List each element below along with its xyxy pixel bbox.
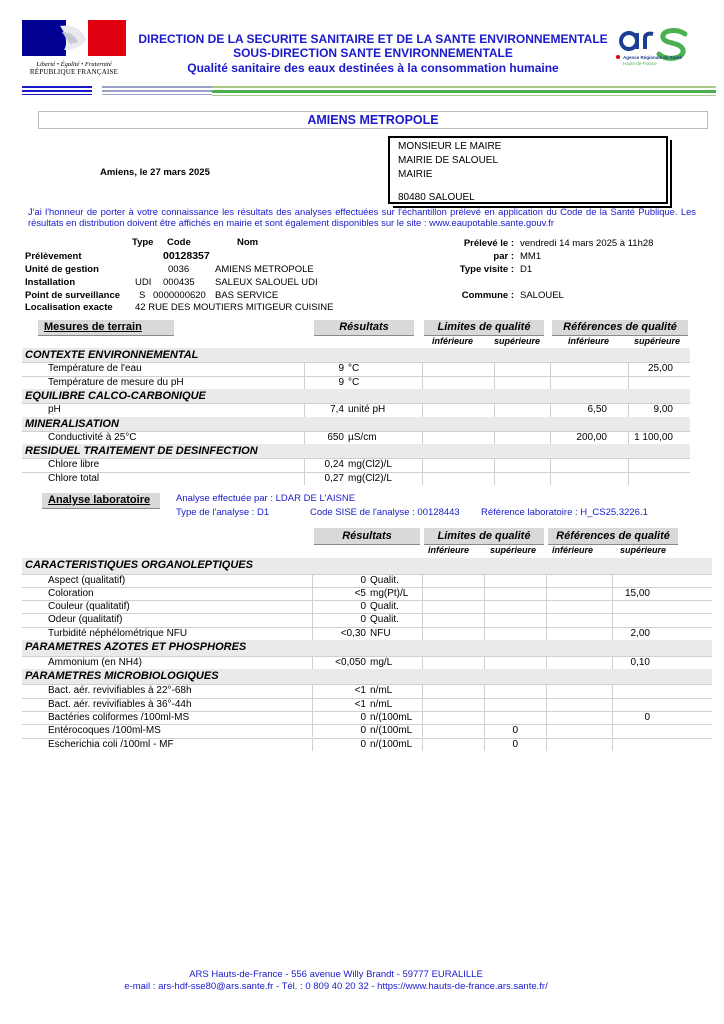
col-divider <box>494 376 495 390</box>
col-divider <box>422 627 423 640</box>
prelevement-label: Prélèvement <box>25 251 82 262</box>
loc-label: Localisation exacte <box>25 302 113 313</box>
col-divider <box>422 698 423 711</box>
param-result: <0,30 NFU <box>340 627 391 639</box>
address-line-3: MAIRIE <box>398 169 433 180</box>
col-type: Type <box>132 237 154 248</box>
point-code: 0000000620 <box>153 290 206 301</box>
labo-ref-sup-label: supérieure <box>620 545 667 555</box>
param-name: Aspect (qualitatif) <box>48 574 126 586</box>
param-name: Bactéries coliformes /100ml-MS <box>48 711 190 723</box>
param-result: 9 °C <box>338 376 360 388</box>
param-result: <1 n/mL <box>354 698 393 710</box>
section-title: PARAMETRES MICROBIOLOGIQUES <box>25 669 219 682</box>
banner-title: AMIENS METROPOLE <box>307 113 439 127</box>
labo-ref: Référence laboratoire : H_CS25.3226.1 <box>481 507 648 518</box>
col-divider <box>484 574 485 587</box>
terrain-ref-inf-label: inférieure <box>568 336 610 346</box>
col-divider <box>546 698 547 711</box>
col-divider <box>484 698 485 711</box>
installation-type: UDI <box>135 277 152 288</box>
col-divider <box>612 724 613 737</box>
col-divider <box>422 574 423 587</box>
col-divider <box>546 574 547 587</box>
param-name: Chlore libre <box>48 459 100 470</box>
param-name: Température de mesure du pH <box>48 376 184 388</box>
labo-lim-sup-label: supérieure <box>490 545 537 555</box>
col-nom: Nom <box>237 237 259 248</box>
marianne-logo <box>22 20 126 74</box>
param-lim-sup: 0 <box>512 725 518 737</box>
col-divider <box>484 711 485 724</box>
param-ref-sup: 0 <box>644 711 650 723</box>
terrain-title: Mesures de terrain <box>38 320 174 336</box>
header-stripes <box>22 86 716 98</box>
param-ref-sup: 25,00 <box>647 363 673 374</box>
labo-sise: Code SISE de l'analyse : 00128443 <box>310 507 460 518</box>
param-name: Coloration <box>48 587 94 599</box>
address-box <box>388 136 668 204</box>
banner-box <box>38 111 708 129</box>
address-line-2: MAIRIE DE SALOUEL <box>398 155 499 166</box>
param-ref-inf: 6,50 <box>587 404 607 415</box>
marianne-motto: Liberté • Égalité • Fraternité <box>36 61 112 68</box>
section-title: MINERALISATION <box>25 417 119 430</box>
unite-nom: AMIENS METROPOLE <box>215 264 314 275</box>
param-result: 0 Qualit. <box>360 614 399 626</box>
ars-sub1: Agence Régionale de Santé <box>623 55 683 60</box>
col-divider <box>546 711 547 724</box>
par-label: par : <box>493 251 514 262</box>
param-result: 0 Qualit. <box>360 601 399 613</box>
col-divider <box>422 738 423 751</box>
address-line-1: MONSIEUR LE MAIRE <box>398 141 502 152</box>
param-result: 650 µS/cm <box>327 431 377 443</box>
param-name: Couleur (qualitatif) <box>48 601 130 613</box>
param-result: 7,4 unité pH <box>330 404 386 415</box>
terrain-lim-sup-label: supérieure <box>494 336 541 346</box>
param-result: 0,27 mg(Cl2)/L <box>324 472 392 484</box>
col-divider <box>612 698 613 711</box>
col-divider <box>422 403 423 417</box>
param-name: Odeur (qualitatif) <box>48 614 123 626</box>
labo-type: Type de l'analyse : D1 <box>176 507 270 518</box>
labo-refs-header: Références de qualité <box>548 528 678 545</box>
col-divider <box>422 472 423 486</box>
col-divider <box>494 362 495 376</box>
col-divider <box>494 403 495 417</box>
terrain-ref-sup-label: supérieure <box>634 336 681 346</box>
footer-line-1: ARS Hauts-de-France - 556 avenue Willy Brandt - 59777 EURALILLE <box>189 969 483 980</box>
labo-limits-header: Limites de qualité <box>424 528 544 545</box>
col-divider <box>422 362 423 376</box>
commune-val: SALOUEL <box>520 290 564 301</box>
terrain-results-header: Résultats <box>314 320 414 336</box>
param-name: Ammonium (en NH4) <box>48 656 142 668</box>
col-divider <box>612 600 613 613</box>
terrain-limits-header: Limites de qualité <box>424 320 544 336</box>
param-result: <1 n/mL <box>354 685 393 697</box>
section-title: CONTEXTE ENVIRONNEMENTAL <box>25 349 199 361</box>
param-result: 0 Qualit. <box>360 574 399 586</box>
param-result: <0,050 mg/L <box>335 656 393 668</box>
terrain-refs-header: Références de qualité <box>552 320 688 336</box>
param-name: Bact. aér. revivifiables à 36°-44h <box>48 698 192 710</box>
col-code: Code <box>167 237 191 248</box>
param-name: Entérocoques /100ml-MS <box>48 725 161 737</box>
installation-label: Installation <box>25 277 76 288</box>
col-divider <box>546 627 547 640</box>
labo-ref-inf-label: inférieure <box>552 545 594 555</box>
col-divider <box>484 656 485 669</box>
installation-nom: SALEUX SALOUEL UDI <box>215 277 318 288</box>
col-divider <box>550 362 551 376</box>
col-divider <box>612 684 613 697</box>
col-divider <box>628 458 629 472</box>
param-ref-sup: 9,00 <box>653 404 673 415</box>
preleve-label: Prélevé le : <box>463 238 514 249</box>
param-result: 0 n/(100mL <box>360 725 413 737</box>
loc-val: 42 RUE DES MOUTIERS MITIGEUR CUISINE <box>135 302 334 313</box>
col-divider <box>422 458 423 472</box>
col-divider <box>422 684 423 697</box>
col-divider <box>484 600 485 613</box>
footer-line-2: e-mail : ars-hdf-sse80@ars.sante.fr - Tél. : 0 809 40 20 32 - https://www.hauts-de-france.ars.sante.fr/ <box>124 981 548 992</box>
col-divider <box>550 472 551 486</box>
ars-sub2: Hauts-de-France <box>623 61 657 66</box>
point-nom: BAS SERVICE <box>215 290 279 301</box>
installation-code: 000435 <box>163 277 195 288</box>
col-divider <box>422 656 423 669</box>
ars-logo <box>615 24 695 72</box>
param-result: 9 °C <box>338 363 360 374</box>
col-divider <box>422 613 423 626</box>
col-divider <box>494 458 495 472</box>
param-result: 0 n/(100mL <box>360 738 413 750</box>
col-divider <box>422 711 423 724</box>
param-result: 0 n/(100mL <box>360 711 413 723</box>
col-divider <box>546 587 547 600</box>
col-divider <box>422 587 423 600</box>
param-name: Bact. aér. revivifiables à 22°-68h <box>48 685 192 697</box>
col-divider <box>484 613 485 626</box>
labo-title: Analyse laboratoire <box>42 493 160 509</box>
col-divider <box>546 724 547 737</box>
labo-results-header: Résultats <box>314 528 420 545</box>
marianne-flag-icon <box>22 20 126 56</box>
point-type: S <box>139 290 146 301</box>
col-divider <box>484 684 485 697</box>
param-ref-sup: 1 100,00 <box>634 431 673 443</box>
param-name: Conductivité à 25°C <box>48 431 137 443</box>
param-lim-sup: 0 <box>512 738 518 750</box>
param-name: pH <box>48 404 61 415</box>
param-ref-sup: 2,00 <box>630 627 650 639</box>
typevisite-val: D1 <box>520 264 533 275</box>
col-divider <box>628 376 629 390</box>
date-line: Amiens, le 27 mars 2025 <box>100 167 210 178</box>
terrain-table <box>0 318 724 486</box>
col-divider <box>422 376 423 390</box>
typevisite-label: Type visite : <box>459 264 514 275</box>
marianne-republic: RÉPUBLIQUE FRANÇAISE <box>29 68 119 76</box>
col-divider <box>628 472 629 486</box>
col-divider <box>546 613 547 626</box>
col-divider <box>550 458 551 472</box>
param-ref-inf: 200,00 <box>576 431 607 443</box>
point-label: Point de surveillance <box>25 290 121 301</box>
section-title: RESIDUEL TRAITEMENT DE DESINFECTION <box>25 445 258 457</box>
section-band <box>22 417 690 431</box>
address-line-5: 80480 SALOUEL <box>398 192 475 203</box>
param-name: Turbidité néphélométrique NFU <box>48 627 188 639</box>
col-divider <box>546 656 547 669</box>
header-title-1: DIRECTION DE LA SECURITE SANITAIRE ET DE LA SANTE ENVIRONNEMENTALE <box>138 32 608 46</box>
identification-block <box>0 234 724 314</box>
col-divider <box>546 738 547 751</box>
param-name: Chlore total <box>48 472 100 484</box>
header-title-2: SOUS-DIRECTION SANTE ENVIRONNEMENTALE <box>233 46 513 60</box>
unite-code: 0036 <box>168 264 190 275</box>
commune-label: Commune : <box>461 290 514 301</box>
col-divider <box>612 738 613 751</box>
col-divider <box>550 376 551 390</box>
section-title: EQUILIBRE CALCO-CARBONIQUE <box>25 390 206 402</box>
col-divider <box>546 684 547 697</box>
labo-table <box>0 490 724 762</box>
col-divider <box>422 724 423 737</box>
col-divider <box>494 472 495 486</box>
col-divider <box>546 600 547 613</box>
par-val: MM1 <box>520 251 542 262</box>
param-ref-sup: 15,00 <box>624 587 650 599</box>
labo-done-by: Analyse effectuée par : LDAR DE L'AISNE <box>176 493 356 504</box>
col-divider <box>422 431 423 445</box>
unite-label: Unité de gestion <box>25 264 99 275</box>
param-result: <5 mg(Pt)/L <box>354 587 409 599</box>
preleve-val: vendredi 14 mars 2025 à 11h28 <box>520 238 654 249</box>
param-name: Escherichia coli /100ml - MF <box>48 738 174 750</box>
col-divider <box>612 613 613 626</box>
col-divider <box>484 587 485 600</box>
param-name: Température de l'eau <box>48 363 142 374</box>
section-title: CARACTERISTIQUES ORGANOLEPTIQUES <box>25 559 253 571</box>
col-divider <box>612 574 613 587</box>
labo-lim-inf-label: inférieure <box>428 545 470 555</box>
section-title: PARAMETRES AZOTES ET PHOSPHORES <box>25 641 247 653</box>
col-divider <box>422 600 423 613</box>
col-divider <box>484 627 485 640</box>
param-ref-sup: 0,10 <box>630 656 650 668</box>
intro-text: J'ai l'honneur de porter à votre connaissance les résultats des analyses effectuées sur l'échantillon prélevé en application du Code de la Santé Publique. Les résultats en distribution doivent être affichés en mairie et sont également disponibles sur le site : www.eaupotable.sante.gouv.fr <box>28 206 696 228</box>
prelevement-code: 00128357 <box>163 250 210 262</box>
header-title-3: Qualité sanitaire des eaux destinées à la consommation humaine <box>187 61 559 75</box>
param-result: 0,24 mg(Cl2)/L <box>324 459 392 470</box>
col-divider <box>494 431 495 445</box>
terrain-lim-inf-label: inférieure <box>432 336 474 346</box>
